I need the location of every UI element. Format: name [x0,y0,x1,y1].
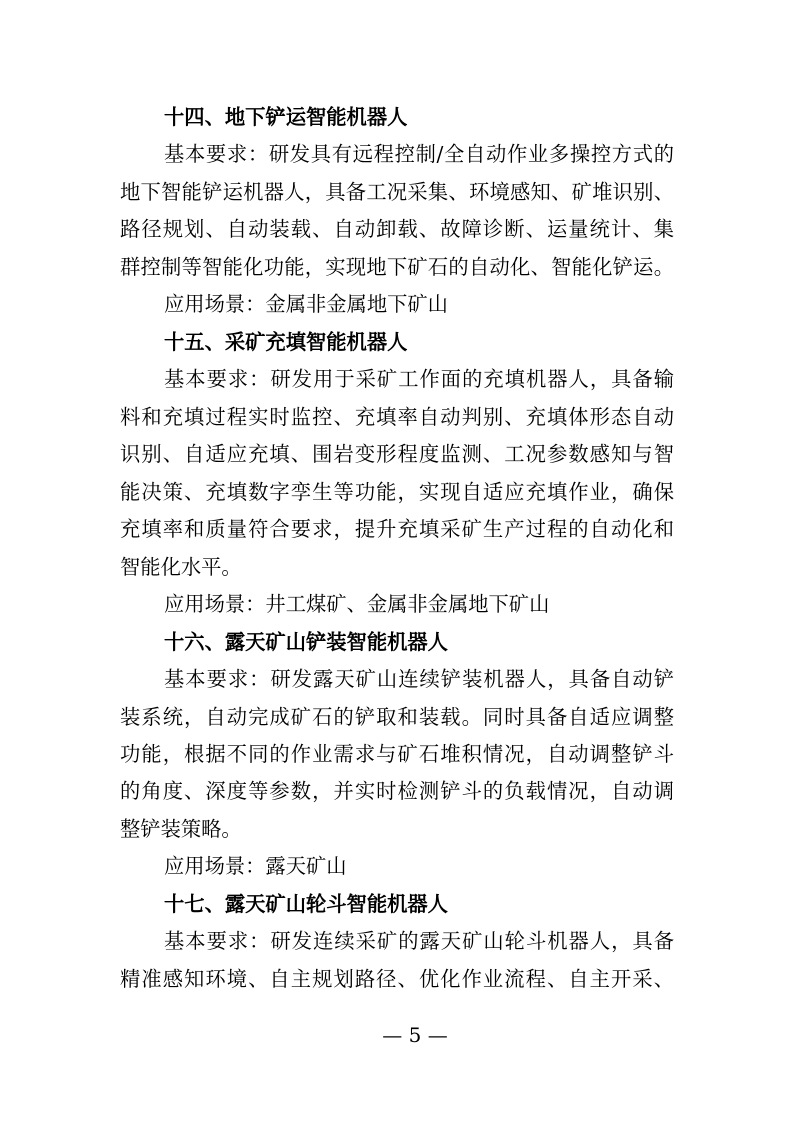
paragraph-line: 基本要求：研发露天矿山连续铲装机器人，具备自动铲 [164,667,674,692]
section-heading: 十四、地下铲运智能机器人 [164,105,408,129]
paragraph-line: 料和充填过程实时监控、充填率自动判别、充填体形态自动 [120,404,674,429]
section-heading: 十六、露天矿山铲装智能机器人 [164,629,448,654]
paragraph-line: 基本要求：研发连续采矿的露天矿山轮斗机器人，具备 [164,929,674,954]
application-scenario: 应用场景：金属非金属地下矿山 [164,292,448,317]
paragraph-line: 能决策、充填数字孪生等功能，实现自适应充填作业，确保 [120,479,674,504]
requirement-paragraph [120,923,674,998]
paragraph-line: 基本要求：研发具有远程控制/全自动作业多操控方式的 [164,142,674,167]
paragraph-line: 地下智能铲运机器人，具备工况采集、环境感知、矿堆识别、 [120,179,674,204]
requirement-paragraph [120,136,674,286]
paragraph-line: 路径规划、自动装载、自动卸载、故障诊断、运量统计、集 [120,217,674,242]
paragraph-line: 精准感知环境、自主规划路径、优化作业流程、自主开采、 [120,966,674,991]
paragraph-line: 识别、自适应充填、围岩变形程度监测、工况参数感知与智 [120,442,674,467]
paragraph-line: 群控制等智能化功能，实现地下矿石的自动化、智能化铲运。 [120,254,674,279]
paragraph-line: 智能化水平。 [120,554,242,579]
section-heading: 十五、采矿充填智能机器人 [164,329,408,354]
document-body [120,99,674,998]
paragraph-line: 整铲装策略。 [120,816,242,841]
requirement-paragraph [120,361,674,586]
paragraph-line: 的角度、深度等参数，并实时检测铲斗的负载情况，自动调 [120,779,674,804]
application-scenario: 应用场景：井工煤矿、金属非金属地下矿山 [164,592,550,617]
paragraph-line: 功能，根据不同的作业需求与矿石堆积情况，自动调整铲斗 [120,741,674,766]
paragraph-line: 基本要求：研发用于采矿工作面的充填机器人，具备输 [164,367,674,392]
requirement-paragraph [120,661,674,848]
page-number: — 5 — [382,1023,448,1047]
paragraph-line: 装系统，自动完成矿石的铲取和装载。同时具备自适应调整 [120,704,674,729]
section-heading: 十七、露天矿山轮斗智能机器人 [164,891,448,916]
application-scenario: 应用场景：露天矿山 [164,854,347,879]
paragraph-line: 充填率和质量符合要求，提升充填采矿生产过程的自动化和 [120,517,674,542]
